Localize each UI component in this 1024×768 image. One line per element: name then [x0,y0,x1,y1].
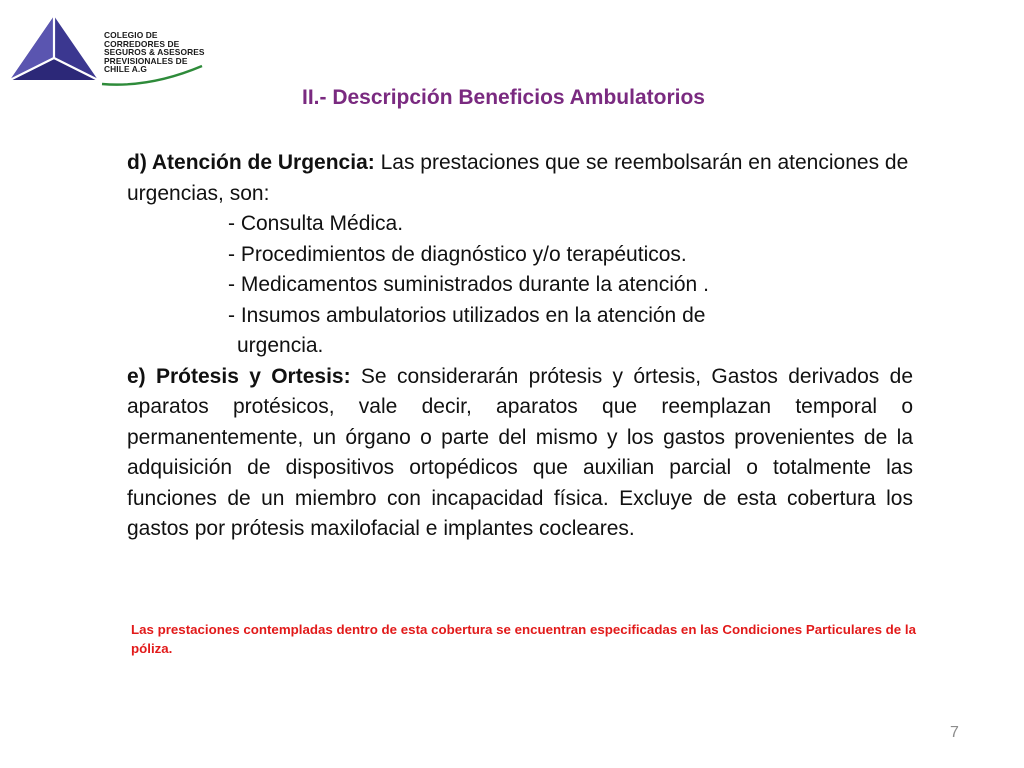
logo-line: CHILE A.G [104,64,147,75]
section-e-text: Se considerarán prótesis y órtesis, Gastos derivados de aparatos protésicos, vale decir, aparatos que reemplazan temporal o permanentemente, un órgano o parte del mismo y los gastos provenientes de la adquisición de dispositivos ortopédicos que auxilian parcial o totalmente las funciones de un miembro con incapacidad física. Excluye de esta cobertura los gastos por prótesis maxilofacial e implantes cocleares. [127,364,913,540]
logo-line: PREVISIONALES DE [104,55,188,66]
list-item: - Medicamentos suministrados durante la atención . [228,273,709,296]
section-e [127,362,913,545]
slide-body [127,148,913,545]
org-logo [8,14,218,94]
logo-line: SEGUROS & ASESORES [104,47,205,58]
list-item-continuation: urgencia. [237,334,324,357]
section-d-text: Las prestaciones que se reembolsarán en atenciones de urgencias, son: [127,151,909,205]
list-item: - Consulta Médica. [228,212,404,235]
list-item: - Insumos ambulatorios utilizados en la atención de [228,303,706,327]
slide-title: II.- Descripción Beneficios Ambulatorios [302,86,705,109]
page-number: 7 [950,724,959,741]
logo-line: CORREDORES DE [104,38,180,49]
list-item: - Procedimientos de diagnóstico y/o terapéuticos. [228,242,687,266]
section-d [127,148,913,209]
section-d-label: d) Atención de Urgencia: [127,151,375,174]
section-e-label: e) Prótesis y Ortesis: [127,364,351,388]
logo-line: COLEGIO DE [104,30,158,40]
triangle-logo-icon [8,14,100,86]
coverage-note: Las prestaciones contempladas dentro de esta cobertura se encuentran especificadas en las Condiciones Particulares de la póliza. [131,622,916,656]
logo-text [104,31,224,74]
